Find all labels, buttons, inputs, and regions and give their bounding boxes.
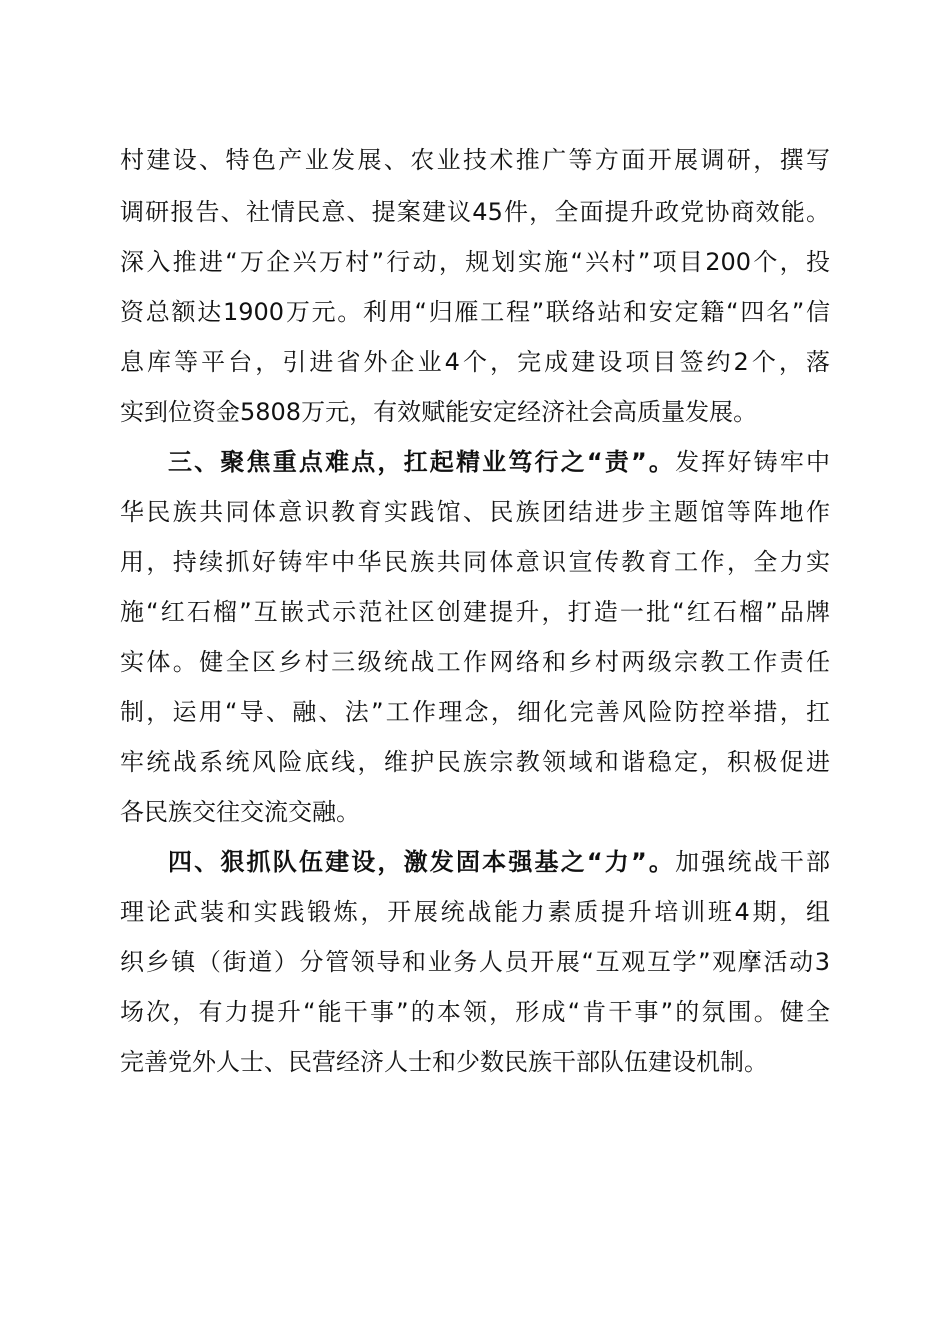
- paragraph-line: 理论武装和实践锻炼，开展统战能力素质提升培训班4期，组: [120, 898, 830, 926]
- paragraph-line: 牢统战系统风险底线，维护民族宗教领域和谐稳定，积极促进: [120, 748, 830, 776]
- paragraph-line: 华民族共同体意识教育实践馆、民族团结进步主题馆等阵地作: [120, 498, 830, 526]
- section-3-first-line: [168, 442, 830, 482]
- section-4-first-line-text: 加强统战干部: [675, 848, 830, 876]
- paragraph-line: 息库等平台，引进省外企业4个，完成建设项目签约2个，落: [120, 348, 830, 376]
- paragraph-line: 资总额达1900万元。利用“归雁工程”联络站和安定籍“四名”信: [120, 298, 830, 326]
- section-3-first-line-text: 发挥好铸牢中: [675, 448, 830, 476]
- paragraph-line: 制，运用“导、融、法”工作理念，细化完善风险防控举措，扛: [120, 698, 830, 726]
- paragraph-line: 用，持续抓好铸牢中华民族共同体意识宣传教育工作，全力实: [120, 548, 830, 576]
- paragraph-line: 织乡镇（街道）分管领导和业务人员开展“互观互学”观摩活动3: [120, 948, 830, 976]
- paragraph-line: 实到位资金5808万元，有效赋能安定经济社会高质量发展。: [120, 398, 758, 426]
- paragraph-line: 实体。健全区乡村三级统战工作网络和乡村两级宗教工作责任: [120, 648, 830, 676]
- paragraph-line: 完善党外人士、民营经济人士和少数民族干部队伍建设机制。: [120, 1048, 768, 1076]
- paragraph-line: 调研报告、社情民意、提案建议45件，全面提升政党协商效能。: [120, 198, 830, 226]
- section-4-first-line: [168, 842, 830, 882]
- paragraph-line: 场次，有力提升“能干事”的本领，形成“肯干事”的氛围。健全: [120, 998, 830, 1026]
- paragraph-line: 各民族交往交流交融。: [120, 798, 360, 826]
- section-3-heading: 三、聚焦重点难点，扛起精业笃行之“责”。: [168, 448, 676, 476]
- paragraph-line: 村建设、特色产业发展、农业技术推广等方面开展调研，撰写: [120, 146, 830, 174]
- section-4-heading: 四、狠抓队伍建设，激发固本强基之“力”。: [168, 848, 676, 876]
- paragraph-line: 深入推进“万企兴万村”行动，规划实施“兴村”项目200个，投: [120, 248, 830, 276]
- paragraph-line: 施“红石榴”互嵌式示范社区创建提升，打造一批“红石榴”品牌: [120, 598, 830, 626]
